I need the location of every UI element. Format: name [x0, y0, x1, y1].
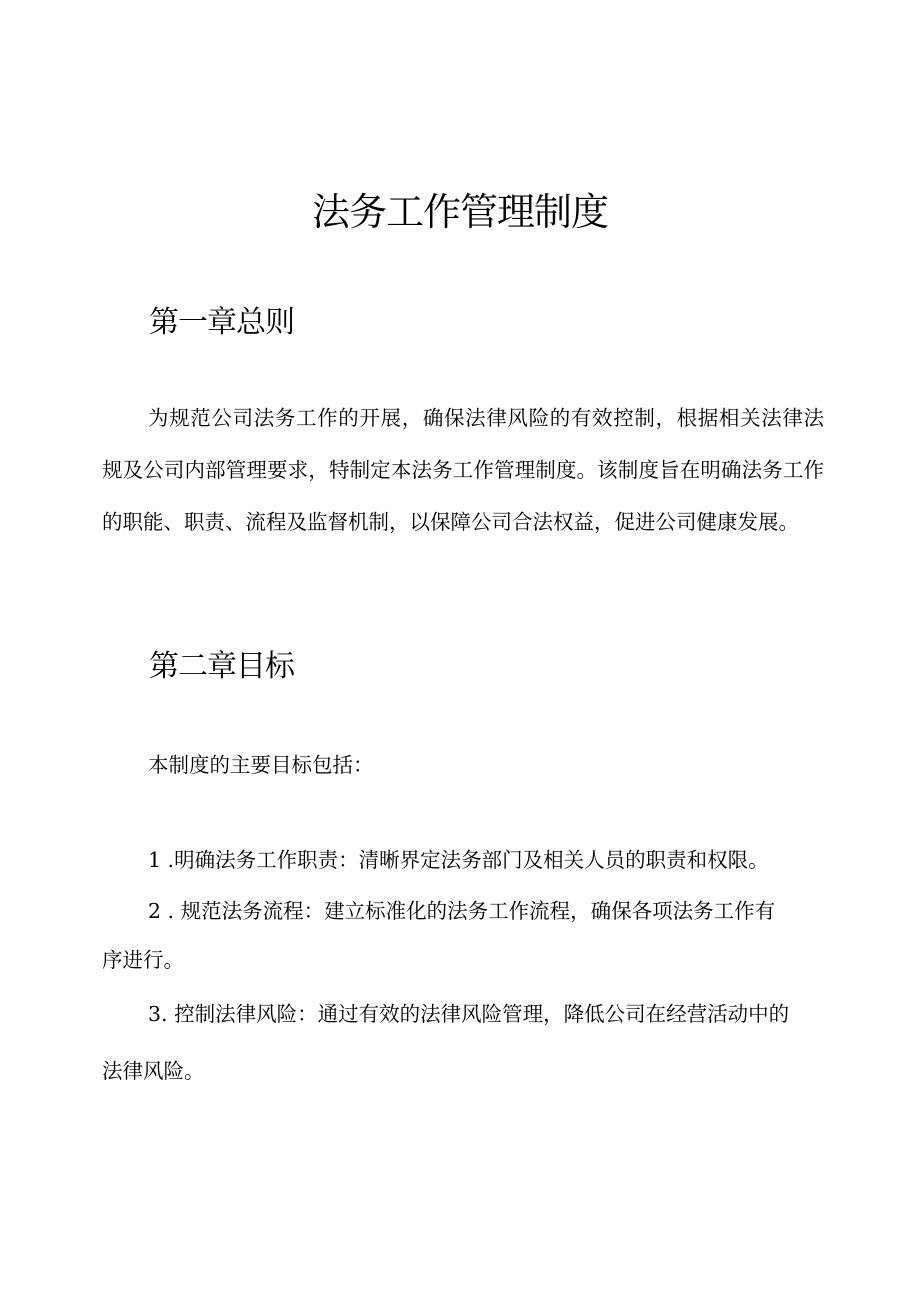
goal-item-3-continued: 法律风险。 [102, 1059, 205, 1083]
goal-item-2: 2 . 规范法务流程：建立标准化的法务工作流程，确保各项法务工作有 [148, 899, 776, 923]
document-title: 法务工作管理制度 [311, 190, 608, 234]
goal-item-2-continued: 序进行。 [102, 948, 184, 972]
chapter-1-paragraph: 为规范公司法务工作的开展，确保法律风险的有效控制，根据相关法律法规及公司内部管理要求，特制定本法务工作管理制度。该制度旨在明确法务工作的职能、职责、流程及监督机制，以保障公司合法权益，促进公司健康发展。 [102, 406, 824, 534]
goal-item-1: 1 .明确法务工作职责：清晰界定法务部门及相关人员的职责和权限。 [148, 848, 769, 872]
chapter-1-heading: 第一章总则 [149, 305, 294, 340]
goal-item-3: 3. 控制法律风险：通过有效的法律风险管理，降低公司在经营活动中的 [148, 1002, 790, 1026]
chapter-2-intro: 本制度的主要目标包括： [148, 753, 374, 777]
chapter-2-heading: 第二章目标 [149, 649, 294, 684]
